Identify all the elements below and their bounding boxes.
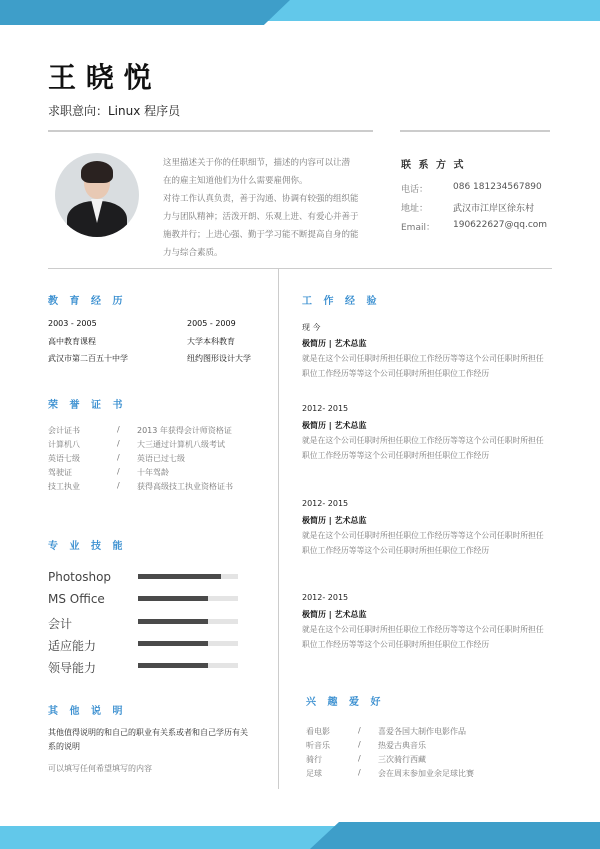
skill-name: 会计 xyxy=(48,616,73,631)
intro-line: 这里描述关于你的任职细节，描述的内容可以让潜 xyxy=(163,158,351,168)
contact-label: Email： xyxy=(401,223,435,233)
skill-bar-fill xyxy=(138,574,221,579)
honors-title: 荣 誉 证 书 xyxy=(48,400,127,411)
skill-bar-fill xyxy=(138,641,208,646)
honor-desc: 英语已过七级 xyxy=(137,454,185,463)
hobby-name: 看电影 xyxy=(306,727,330,736)
honor-name: 技工执业 xyxy=(48,482,80,491)
work-title: 极简历 | 艺术总监 xyxy=(302,339,367,348)
honor-desc: 2013 年获得会计师资格证 xyxy=(137,426,232,435)
work-desc: 就是在这个公司任职时所担任职位工作经历等等这个公司任职时所担任 xyxy=(302,354,544,363)
bottom-band-dark xyxy=(310,822,600,849)
education-degree: 大学本科教育 xyxy=(187,337,235,346)
hobby-desc: 三次骑行西藏 xyxy=(378,755,426,764)
separator: / xyxy=(117,453,120,462)
separator: / xyxy=(358,726,361,735)
work-title: 极简历 | 艺术总监 xyxy=(302,610,367,619)
separator: / xyxy=(358,754,361,763)
hobby-name: 骑行 xyxy=(306,755,322,764)
contact-value: 086 181234567890 xyxy=(453,182,542,192)
education-degree: 高中教育课程 xyxy=(48,337,96,346)
work-title: 极简历 | 艺术总监 xyxy=(302,421,367,430)
honor-desc: 获得高级技工执业资格证书 xyxy=(137,482,233,491)
education-period: 2003 - 2005 xyxy=(48,319,97,328)
hobby-desc: 会在周末参加业余足球比赛 xyxy=(378,769,474,778)
skill-bar xyxy=(138,574,238,579)
divider xyxy=(48,130,373,132)
other-title: 其 他 说 明 xyxy=(48,706,127,717)
other-line: 系的说明 xyxy=(48,742,80,751)
contact-title: 联 系 方 式 xyxy=(401,160,466,171)
work-title: 极简历 | 艺术总监 xyxy=(302,516,367,525)
intro-line: 力与团队精神；活泼开朗、乐观上进、有爱心并善于 xyxy=(163,212,359,222)
education-school: 武汉市第二百五十中学 xyxy=(48,354,128,363)
education-title: 教 育 经 历 xyxy=(48,296,127,307)
hobby-name: 听音乐 xyxy=(306,741,330,750)
education-period: 2005 - 2009 xyxy=(187,319,236,328)
hobby-desc: 喜爱各国大制作电影作品 xyxy=(378,727,466,736)
contact-label: 电话： xyxy=(401,185,429,195)
candidate-name: 王 晓 悦 xyxy=(48,61,152,94)
honor-name: 英语七级 xyxy=(48,454,80,463)
skills-title: 专 业 技 能 xyxy=(48,541,127,552)
intro-line: 力与综合素质。 xyxy=(163,248,223,258)
divider xyxy=(400,130,550,132)
contact-value: 190622627@qq.com xyxy=(453,220,548,230)
separator: / xyxy=(117,467,120,476)
work-desc: 职位工作经历等等这个公司任职时所担任职位工作经历 xyxy=(302,451,490,460)
contact-label: 地址： xyxy=(401,204,429,214)
work-period: 2012- 2015 xyxy=(302,499,349,508)
skill-bar-fill xyxy=(138,663,208,668)
skill-name: 适应能力 xyxy=(48,638,97,653)
work-desc: 职位工作经历等等这个公司任职时所担任职位工作经历 xyxy=(302,369,490,378)
top-band-dark xyxy=(0,0,290,25)
other-note: 可以填写任何希望填写的内容 xyxy=(48,764,152,773)
work-desc: 职位工作经历等等这个公司任职时所担任职位工作经历 xyxy=(302,640,490,649)
column-divider xyxy=(278,269,279,789)
honor-desc: 十年驾龄 xyxy=(137,468,169,477)
hobby-desc: 热爱古典音乐 xyxy=(378,741,426,750)
skill-bar xyxy=(138,596,238,601)
work-period: 现 今 xyxy=(302,323,321,332)
skill-name: 领导能力 xyxy=(48,661,97,676)
separator: / xyxy=(117,481,120,490)
separator: / xyxy=(358,740,361,749)
skill-bar-fill xyxy=(138,596,208,601)
skill-name: MS Office xyxy=(48,592,105,607)
skill-bar xyxy=(138,663,238,668)
work-desc: 就是在这个公司任职时所担任职位工作经历等等这个公司任职时所担任 xyxy=(302,436,544,445)
work-desc: 就是在这个公司任职时所担任职位工作经历等等这个公司任职时所担任 xyxy=(302,625,544,634)
hobby-name: 足球 xyxy=(306,769,322,778)
intro-line: 对待工作认真负责，善于沟通、协调有较强的组织能 xyxy=(163,194,359,204)
honor-name: 驾驶证 xyxy=(48,468,72,477)
separator: / xyxy=(117,425,120,434)
education-school: 纽约图形设计大学 xyxy=(187,354,251,363)
honor-desc: 大三通过计算机八级考试 xyxy=(137,440,225,449)
work-desc: 就是在这个公司任职时所担任职位工作经历等等这个公司任职时所担任 xyxy=(302,531,544,540)
separator: / xyxy=(117,439,120,448)
work-title: 工 作 经 验 xyxy=(302,296,381,307)
job-objective: 求职意向：Linux 程序员 xyxy=(48,104,181,118)
skill-bar xyxy=(138,619,238,624)
skill-bar xyxy=(138,641,238,646)
intro-line: 施教并行；上进心强、勤于学习能不断提高自身的能 xyxy=(163,230,359,240)
work-period: 2012- 2015 xyxy=(302,404,349,413)
skill-name: Photoshop xyxy=(48,570,112,584)
avatar xyxy=(55,153,139,237)
other-line: 其他值得说明的和自己的职业有关系或者和自己学历有关 xyxy=(48,728,248,737)
divider xyxy=(48,268,552,269)
hobbies-title: 兴 趣 爱 好 xyxy=(306,697,385,708)
bottom-band-light xyxy=(0,826,340,849)
contact-value: 武汉市江岸区徐东村 xyxy=(453,204,535,214)
intro-line: 在的雇主知道他们为什么需要雇佣你。 xyxy=(163,176,308,186)
honor-name: 会计证书 xyxy=(48,426,80,435)
work-desc: 职位工作经历等等这个公司任职时所担任职位工作经历 xyxy=(302,546,490,555)
skill-bar-fill xyxy=(138,619,208,624)
honor-name: 计算机八 xyxy=(48,440,80,449)
work-period: 2012- 2015 xyxy=(302,593,349,602)
separator: / xyxy=(358,768,361,777)
